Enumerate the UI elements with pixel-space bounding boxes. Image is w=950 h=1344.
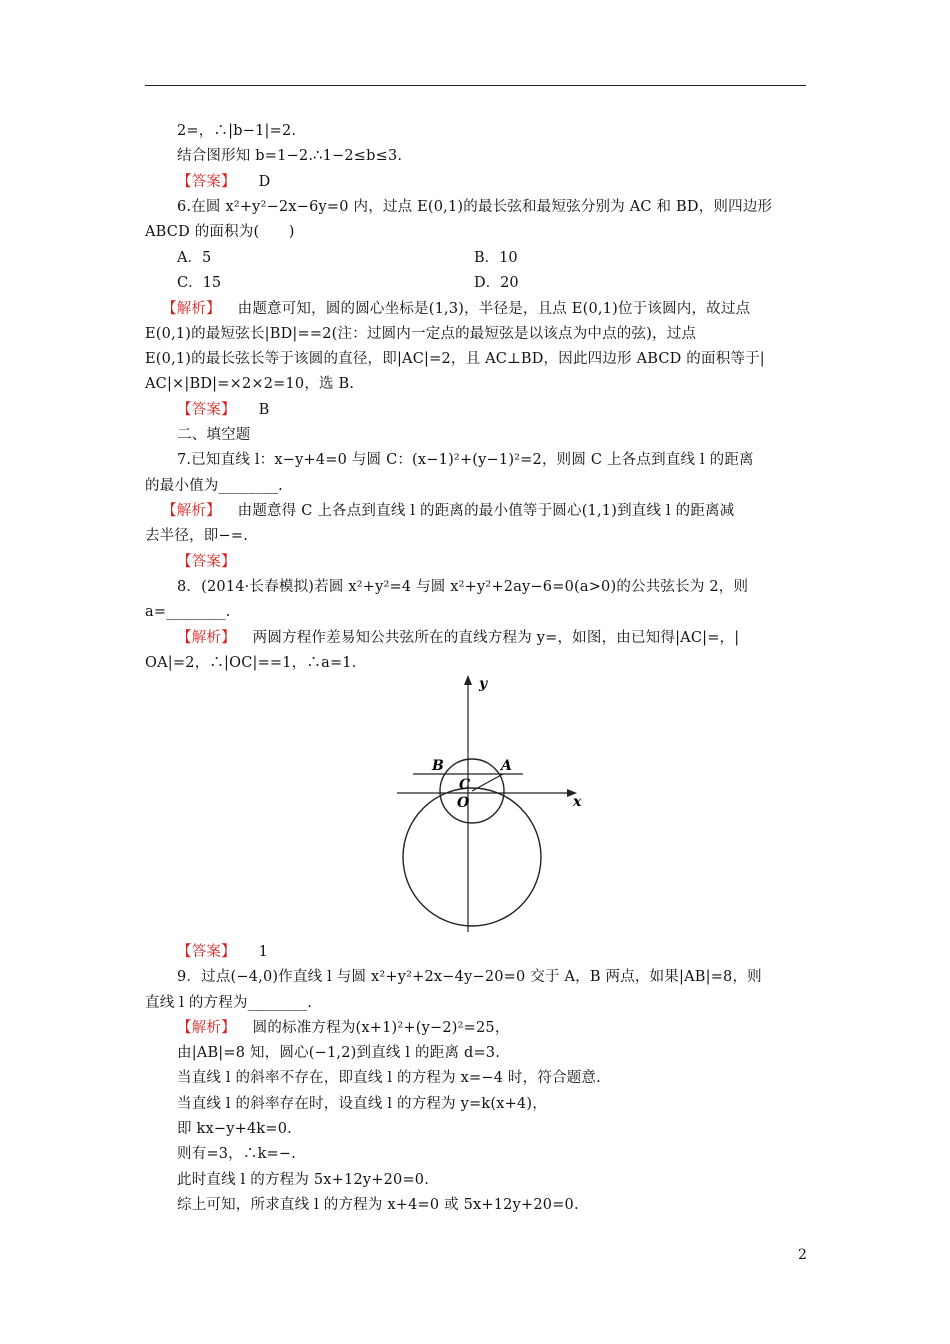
answer-value: D — [258, 174, 271, 190]
circle-figure — [385, 670, 600, 935]
analysis-line — [177, 628, 739, 648]
text-line: 当直线 l 的斜率存在时，设直线 l 的方程为 y=k(x+4)， — [177, 1096, 547, 1112]
option-a: A．5 — [177, 250, 212, 266]
y-axis-arrow — [464, 675, 472, 685]
analysis-line — [177, 1018, 510, 1038]
analysis-tag: 【解析】 — [162, 301, 221, 317]
text-line: 的最小值为________. — [145, 478, 283, 494]
question-6: 6.在圆 x²+y²−2x−6y=0 内，过点 E(0,1)的最长弦和最短弦分别为 AC 和 BD，则四边形 — [177, 199, 773, 215]
answer-value: 1 — [258, 944, 269, 960]
option-c: C．15 — [177, 275, 222, 291]
label-o: O — [457, 795, 470, 811]
analysis-line — [162, 501, 734, 521]
label-x: x — [573, 794, 582, 810]
text-line: 综上可知，所求直线 l 的方程为 x+4=0 或 5x+12y+20=0. — [177, 1197, 579, 1213]
text-line: 则有=3，∴k=−. — [177, 1146, 297, 1162]
option-d: D．20 — [474, 275, 519, 291]
answer-tag: 【答案】 — [177, 944, 236, 960]
text-line: E(0,1)的最短弦长|BD|==2(注：过圆内一定点的最短弦是以该点为中点的弦)，过点 — [145, 326, 697, 342]
text-line: 当直线 l 的斜率不存在，即直线 l 的方程为 x=−4 时，符合题意. — [177, 1070, 601, 1086]
section-heading: 二、填空题 — [177, 427, 251, 443]
text-line: AC|×|BD|=×2×2=10，选 B. — [145, 376, 355, 392]
answer-line — [177, 942, 268, 962]
large-circle — [403, 788, 541, 926]
analysis-text: 两圆方程作差易知公共弦所在的直线方程为 y=，如图，由已知得|AC|=，| — [252, 630, 740, 646]
page-number: 2 — [798, 1247, 807, 1263]
answer-tag: 【答案】 — [177, 554, 236, 570]
text-line: 去半径，即−=. — [145, 528, 249, 544]
label-y: y — [479, 676, 488, 692]
answer-tag: 【答案】 — [177, 402, 236, 418]
answer-line — [177, 172, 270, 192]
text-line: a=________. — [145, 604, 231, 620]
analysis-text: 由题意得 C 上各点到直线 l 的距离的最小值等于圆心(1,1)到直线 l 的距离减 — [237, 503, 735, 519]
header-rule — [145, 85, 806, 86]
answer-tag: 【答案】 — [177, 174, 236, 190]
text-line: 结合图形知 b=1−2.∴1−2≤b≤3. — [177, 148, 403, 164]
text-line: 2=，∴|b−1|=2. — [177, 123, 297, 139]
text-line: 直线 l 的方程为________. — [145, 995, 313, 1011]
label-a: A — [501, 758, 512, 774]
analysis-tag: 【解析】 — [162, 503, 221, 519]
text-line: OA|=2，∴|OC|==1，∴a=1. — [145, 655, 357, 671]
analysis-tag: 【解析】 — [177, 630, 236, 646]
question-8: 8．(2014·长春模拟)若圆 x²+y²=4 与圆 x²+y²+2ay−6=0(a>0)的公共弦长为 2，则 — [177, 579, 749, 595]
label-b: B — [432, 758, 444, 774]
option-b: B．10 — [474, 250, 518, 266]
text-line: 由|AB|=8 知，圆心(−1,2)到直线 l 的距离 d=3. — [177, 1045, 501, 1061]
answer-line — [177, 400, 269, 420]
text-line: E(0,1)的最长弦长等于该圆的直径，即|AC|=2，且 AC⊥BD，因此四边形 ABCD 的面积等于| — [145, 351, 765, 367]
analysis-text: 圆的标准方程为(x+1)²+(y−2)²=25， — [252, 1020, 510, 1036]
analysis-line — [162, 299, 750, 319]
text-line: 此时直线 l 的方程为 5x+12y+20=0. — [177, 1172, 430, 1188]
analysis-tag: 【解析】 — [177, 1020, 236, 1036]
label-c: C — [459, 777, 471, 793]
answer-line — [177, 552, 236, 572]
text-line: ABCD 的面积为( ) — [145, 224, 295, 240]
text-line: 即 kx−y+4k=0. — [177, 1121, 292, 1137]
answer-value: B — [258, 402, 270, 418]
segment-oa — [472, 774, 503, 791]
question-9: 9．过点(−4,0)作直线 l 与圆 x²+y²+2x−4y−20=0 交于 A，B 两点，如果|AB|=8，则 — [177, 969, 762, 985]
analysis-text: 由题意可知，圆的圆心坐标是(1,3)，半径是，且点 E(0,1)位于该圆内，故过点 — [237, 301, 751, 317]
question-7: 7.已知直线 l：x−y+4=0 与圆 C：(x−1)²+(y−1)²=2，则圆 C 上各点到直线 l 的距离 — [177, 452, 754, 468]
